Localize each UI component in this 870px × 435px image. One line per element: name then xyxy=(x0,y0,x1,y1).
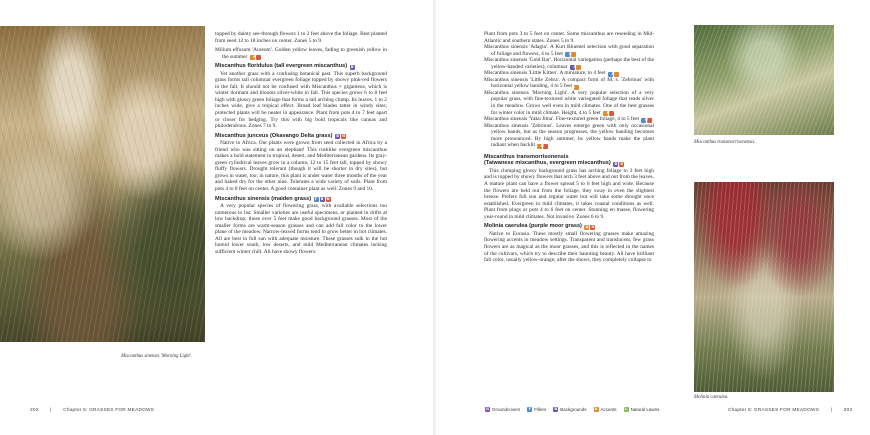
backgrounds-icon: B xyxy=(614,161,618,166)
cultivar-morning-light: Miscanthus sinensis 'Morning Light'. A very popular selection of a very popular grass, with fine-textured white variegated foliage that reads silver in the meadow. Grows well even in mild climates. One of the best grasses for winter color in mild climate. Height, 4 to 5 feet A N xyxy=(484,89,654,116)
left-text-column xyxy=(215,31,387,256)
natural-lawns-icon: N xyxy=(647,118,652,123)
natural-lawns-icon: N xyxy=(256,55,261,60)
section-title-sinensis: Miscanthus sinensis (maiden grass) F B N xyxy=(215,195,330,202)
section-title-molinia: Molinia caerulea (purple moor grass) A N xyxy=(484,223,595,230)
accents-icon: A xyxy=(603,111,608,116)
cultivar-little-zebra: Miscanthus sinensis 'Little Zebra'. A compact form of M. s. 'Zebrinus' with horizontal yellow banding, 4 to 5 feet A xyxy=(484,76,654,90)
accents-icon: A xyxy=(571,52,576,57)
photo-miscanthus-transmorrisonensis xyxy=(694,25,834,135)
cultivar-yaku-jima: Miscanthus sinensis 'Yaku Jima'. Fine-textured green foliage, 4 to 5 feet F N xyxy=(484,116,654,123)
legend-fillers: F Fillers xyxy=(528,407,547,412)
natural-lawns-icon: N xyxy=(543,144,548,149)
accents-icon: A xyxy=(250,55,255,60)
cultivar-adagio: Miscanthus sinensis 'Adagio'. A Kurt Bluemel selection with good separation of foliage and flowers, 4 to 5 feet F A xyxy=(484,44,654,57)
natural-lawns-icon: N xyxy=(326,197,330,202)
backgrounds-icon: B xyxy=(336,134,339,139)
cultivar-gold-bar: Miscanthus sinensis 'Gold Bar'. Horizontal variegation (perhaps the best of the yellow-banded varieties), columnar B A xyxy=(484,57,654,70)
accents-icon: A xyxy=(614,72,619,77)
groundcovers-icon: G xyxy=(486,407,489,411)
section-body-floridulus: Yet another grass with a confusing botanical past. This superb background grass forms tall columnar evergreen foliage topped by showy pink-red flowers in the fall. It should not be confused with Miscanthus × giganteus, which is winter dormant and blooms silver-white in fall. This species grows 6 to 8 feet high with glossy green foliage that forms a tall arching clump. Its leaves, 1 to 2 inches wide, give a tropical effect. Broad leaf blades tatter in windy sites; protected plants will be neater in appearance. Plant from pots 4 to 7 feet apart or closer for hedging. Try this with big bold tropicals like cannas and philodendrons. Zones 7 to 9. xyxy=(215,70,387,130)
cultivar-zebrinus: Miscanthus sinensis 'Zebrinus'. Leaves emerge green with only occasional yellow bands, but as the season progresses, the yellow banding becomes more pronounced. By high summer, its yellow bands make the plant radiant when backlit A N xyxy=(484,122,654,149)
fillers-icon: F xyxy=(565,52,570,57)
section-body-sinensis: A very popular species of flowering grass, with available selections too numerous to list. Smaller varieties are useful specimens, or planted in drifts at low backdrop; those over 5 feet make good background grasses. Most of the smaller forms are warm-season grasses and can add fall color to the lower plane of the meadow. Narrow-leaved forms tend to grow better in hot climates. All are best in full sun with adequate moisture. These grasses sulk in the hot humid lower south, low deserts, and mild Mediterranean climates lacking sufficient winter chill. All have showy flowers. xyxy=(215,203,387,255)
intro-paragraph: topped by dainty see-through flowers 1 to 2 feet above the foliage. Best planted from seed 12 to 18 inches on center. Zones 5 to 9. xyxy=(215,31,387,44)
right-text-column xyxy=(484,31,654,264)
section-title-transmorrisonensis: Miscanthus transmorrisonensis (Taiwanese miscanthus, evergreen miscanthus) B N xyxy=(484,153,624,167)
section-body-transmorrisonensis: This clumping glossy background grass has arching foliage to 3 feet high and is topped by showy flowers that arch 3 feet above and out from the leaves. A mature plant can have a flower spread 5 to 6 feet high and wide. Because the flowers are held out from the foliage, they sway in even the slightest breeze. Prefers full sun and regular water but will take some drought once established. Evergreen in mild climates, it takes coastal conditions as well. Plant from plugs or pots 4 to 6 feet on center. Stunning en masse, flowering year-round in mild climates. Not invasive. Zones 6 to 9. xyxy=(484,167,654,220)
backgrounds-icon: B xyxy=(570,65,575,70)
cultivar-little-kitten: Miscanthus sinensis 'Little Kitten'. A miniature, to 4 feet F A xyxy=(484,70,654,77)
chapter-running-head: Chapter 6: GRASSES FOR MEADOWS xyxy=(63,408,155,413)
caption-bottom: Molinia caerulea. xyxy=(694,395,729,400)
cultivar-milium: Milium effusum 'Aureum'. Golden yellow leaves, fading to greenish yellow in the summer A N xyxy=(215,47,387,60)
page-number: 203 xyxy=(843,408,853,413)
backgrounds-icon: B xyxy=(554,407,558,411)
natural-lawns-icon: L xyxy=(624,407,628,411)
section-title-floridulus: Miscanthus floridulus (tall evergreen miscanthus) B xyxy=(215,63,354,70)
backgrounds-icon: B xyxy=(320,197,324,202)
legend-groundcovers: G Groundcovers xyxy=(486,407,521,412)
fillers-icon: F xyxy=(641,118,646,123)
icon-legend xyxy=(484,407,659,412)
folio-right: Chapter 6: GRASSES FOR MEADOWS | 203 xyxy=(728,408,853,413)
natural-lawns-icon: N xyxy=(342,134,346,139)
left-page xyxy=(0,0,434,435)
right-page xyxy=(436,0,870,435)
fillers-icon: F xyxy=(608,72,613,77)
chapter-running-head: Chapter 6: GRASSES FOR MEADOWS xyxy=(728,408,820,413)
legend-backgrounds: B Backgrounds xyxy=(554,407,587,412)
caption-left: Miscanthus sinensis 'Morning Light'. xyxy=(121,354,193,359)
page-number: 202 xyxy=(30,408,39,413)
natural-lawns-icon: N xyxy=(609,111,614,116)
fillers-icon: F xyxy=(314,197,318,202)
backgrounds-icon: B xyxy=(350,64,354,69)
natural-lawns-icon: N xyxy=(620,161,624,166)
photo-molinia-caerulea xyxy=(694,182,834,392)
fillers-icon: F xyxy=(528,407,531,411)
photo-miscanthus-morning-light xyxy=(0,26,205,342)
accents-icon: A xyxy=(574,85,579,90)
legend-accents: A Accents xyxy=(594,407,617,412)
section-body-molinia: Native to Eurasia. These mostly small flowering grasses make amazing flowering accents in meadow settings. Transparent and translucent, few grass flowers are as magical as the moor grasses, and this is reflected in the names of the cultivars, which try to describe their haunting beauty. All have brilliant fall color, usually yellow-orange; after the shows, they completely collapse to xyxy=(484,230,654,264)
intro-paragraph: Plant from pots 3 to 5 feet on center. Some miscanthus are reseeding in Mid-Atlantic and southern states. Zones 5 to 9. xyxy=(484,31,654,44)
legend-natural-lawns: L Natural Lawns xyxy=(624,407,660,412)
accents-icon: A xyxy=(585,224,589,229)
section-title-junceus: Miscanthus junceus (Okavango Delta grass) B N xyxy=(215,132,346,139)
section-body-junceus: Native to Africa. Our plants were grown from seed collected in Africa by a friend who was sitting on an elephant! This rushlike evergreen miscanthus makes a bold statement in tropical, desert, and Mediterranean gardens. Its gray-green cylindrical leaves grow in a column, 12 to 15 feet tall, topped by showy fluffy flowers. Drought tolerant (though it will be shorter in dry sites), but grows in water, too; in nature, this plant is under water three months of the year and baked dry for the other nine. Tolerates a wide variety of soils. Plant from pots 4 to 8 feet on center. A good container plant as well. Zones 9 and 10. xyxy=(215,140,387,193)
folio-left: 202 | Chapter 6: GRASSES FOR MEADOWS xyxy=(30,408,155,413)
accents-icon: A xyxy=(594,407,598,411)
accents-icon: A xyxy=(576,65,581,70)
caption-top: Miscanthus transmorrisonensis. xyxy=(694,140,756,145)
natural-lawns-icon: N xyxy=(591,224,595,229)
accents-icon: A xyxy=(537,144,542,149)
